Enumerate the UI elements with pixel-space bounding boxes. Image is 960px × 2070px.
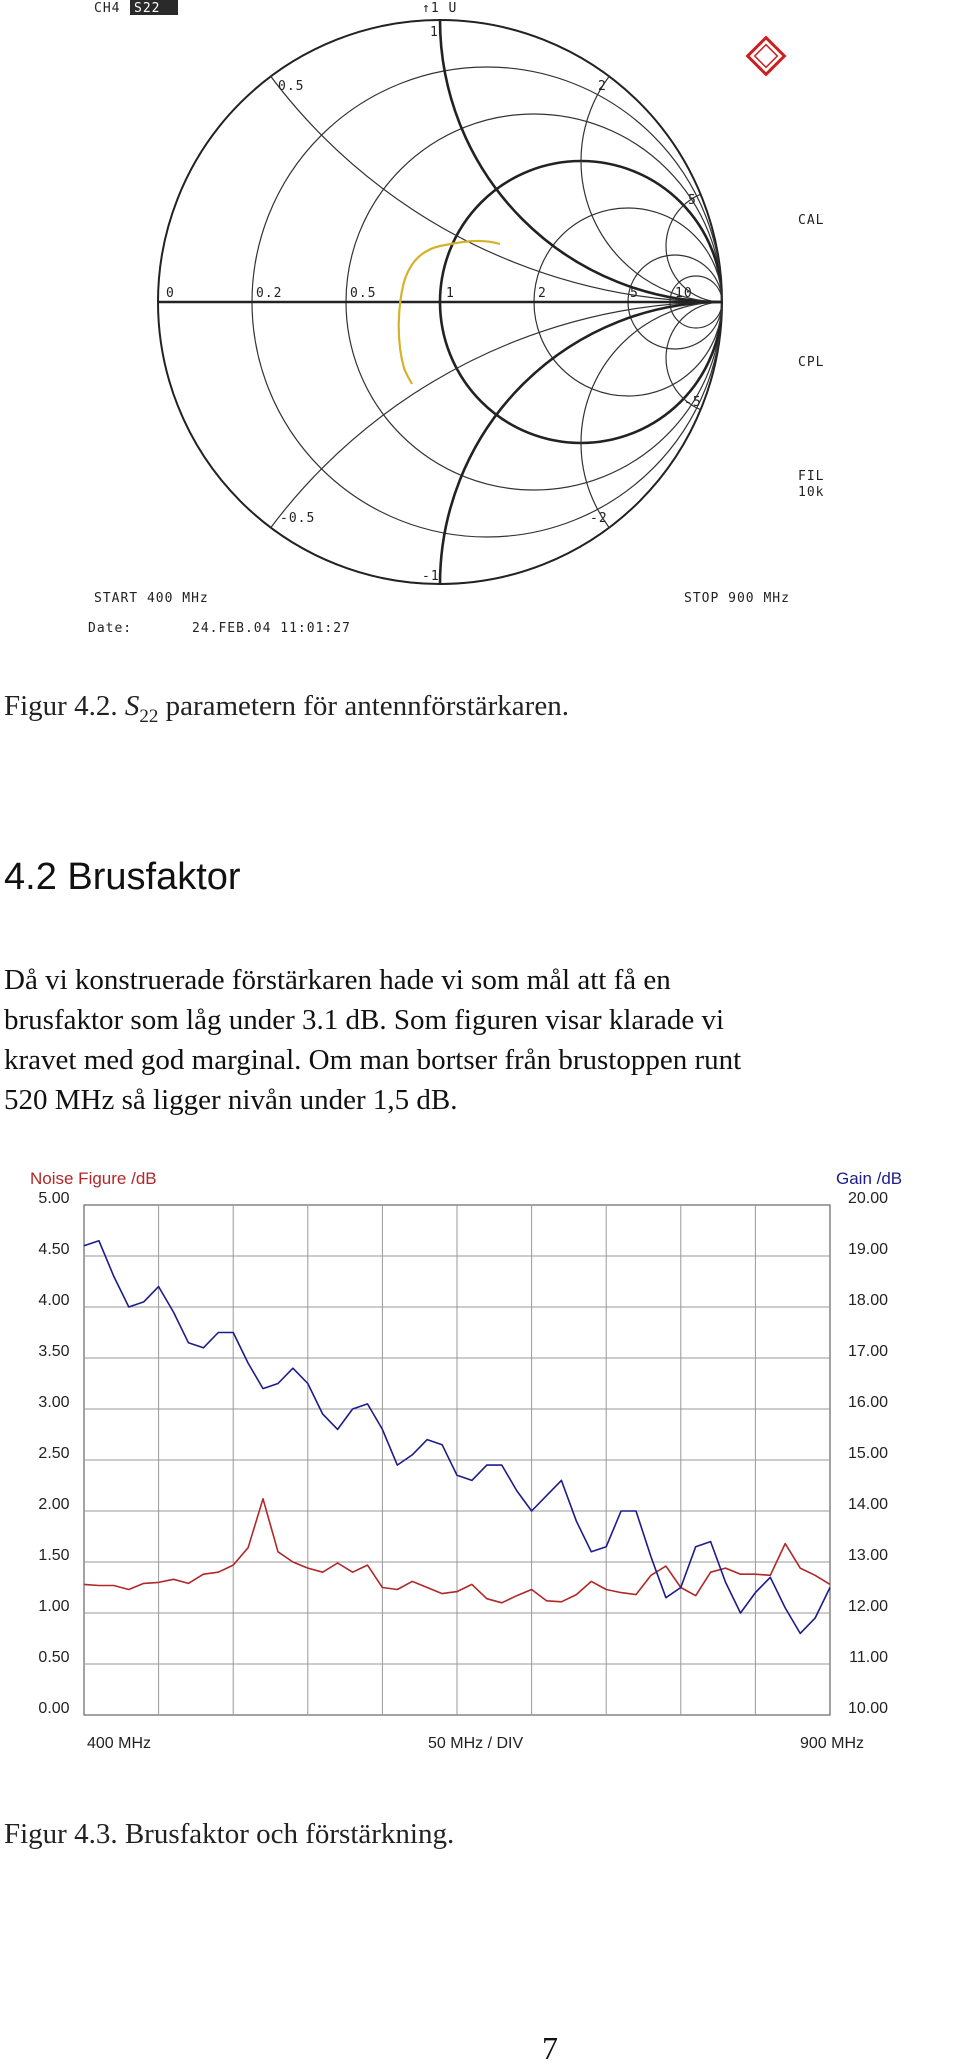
left-tick-label: 0.50 bbox=[38, 1649, 70, 1666]
imag-label-5: 5 bbox=[688, 193, 697, 208]
right-tick-label: 16.00 bbox=[847, 1394, 888, 1411]
fil-label: FIL bbox=[798, 469, 825, 484]
x-label-start: 400 MHz bbox=[87, 1735, 152, 1752]
imag-label-neg1: -1 bbox=[422, 569, 440, 584]
imag-label-neg2: -2 bbox=[590, 511, 608, 526]
figure-4-2-caption bbox=[4, 690, 569, 728]
channel-label: CH4 bbox=[94, 1, 121, 16]
right-tick-label: 14.00 bbox=[847, 1496, 888, 1513]
smith-chart bbox=[0, 0, 960, 650]
real-label-0.2: 0.2 bbox=[256, 286, 283, 301]
noise-gain-chart bbox=[0, 1150, 960, 1760]
x-label-end: 900 MHz bbox=[800, 1735, 865, 1752]
paragraph-line: 520 MHz så ligger nivån under 1,5 dB. bbox=[4, 1084, 458, 1116]
right-tick-label: 10.00 bbox=[847, 1700, 888, 1717]
right-tick-label: 11.00 bbox=[849, 1649, 888, 1666]
caption-rest: parametern för antennförstärkaren. bbox=[158, 690, 569, 722]
real-label-0.5: 0.5 bbox=[350, 286, 377, 301]
figure-4-3-caption: Figur 4.3. Brusfaktor och förstärkning. bbox=[4, 1818, 455, 1850]
left-tick-label: 5.00 bbox=[38, 1190, 70, 1207]
paragraph-line: Då vi konstruerade förstärkaren hade vi som mål att få en bbox=[4, 964, 671, 996]
right-tick-label: 18.00 bbox=[847, 1292, 888, 1309]
real-label-5: 5 bbox=[630, 286, 639, 301]
right-axis-title: Gain /dB bbox=[836, 1169, 903, 1188]
left-tick-label: 4.00 bbox=[38, 1292, 70, 1309]
real-label-0: 0 bbox=[166, 286, 175, 301]
caption-symbol: S bbox=[124, 690, 140, 722]
paragraph-line: brusfaktor som låg under 3.1 dB. Som figuren visar klarade vi bbox=[4, 1004, 725, 1036]
imag-label-0.5: 0.5 bbox=[278, 79, 305, 94]
reactance-arc-neg2 bbox=[581, 302, 863, 584]
section-paragraph bbox=[4, 960, 960, 1120]
chart-grid bbox=[84, 1205, 830, 1715]
caption-subscript: 22 bbox=[139, 705, 159, 727]
cal-label: CAL bbox=[798, 213, 825, 228]
left-tick-label: 1.00 bbox=[38, 1598, 70, 1615]
left-tick-label: 0.00 bbox=[38, 1700, 70, 1717]
right-tick-label: 20.00 bbox=[847, 1190, 888, 1207]
left-axis-title: Noise Figure /dB bbox=[30, 1169, 157, 1188]
imag-label-1: 1 bbox=[430, 25, 439, 40]
caption-prefix: Figur 4.2. bbox=[4, 690, 125, 722]
s22-trace bbox=[399, 241, 500, 384]
sparam-label: S22 bbox=[134, 1, 161, 16]
chart-ticks bbox=[38, 1190, 888, 1717]
imag-label-neg5: -5 bbox=[684, 395, 702, 410]
date-label: Date: bbox=[88, 621, 133, 636]
right-tick-label: 17.00 bbox=[847, 1343, 888, 1360]
imag-label-neg0.5: -0.5 bbox=[280, 511, 316, 526]
x-label-center: 50 MHz / DIV bbox=[428, 1735, 524, 1752]
stop-label: STOP 900 MHz bbox=[684, 591, 790, 606]
real-label-2: 2 bbox=[538, 286, 547, 301]
top-marker-label: ↑1 U bbox=[422, 1, 458, 16]
imag-label-2: 2 bbox=[598, 79, 607, 94]
start-label: START 400 MHz bbox=[94, 591, 209, 606]
right-tick-label: 15.00 bbox=[847, 1445, 888, 1462]
rs-logo-icon bbox=[748, 38, 785, 75]
paragraph-line: kravet med god marginal. Om man bortser från brustoppen runt bbox=[4, 1044, 742, 1076]
right-tick-label: 12.00 bbox=[847, 1598, 888, 1615]
left-tick-label: 4.50 bbox=[38, 1241, 70, 1258]
right-tick-label: 13.00 bbox=[847, 1547, 888, 1564]
left-tick-label: 3.50 bbox=[38, 1343, 70, 1360]
reactance-arc-1 bbox=[440, 0, 960, 302]
real-label-1: 1 bbox=[446, 286, 455, 301]
page-number: 7 bbox=[542, 2030, 558, 2066]
left-tick-label: 2.50 bbox=[38, 1445, 70, 1462]
section-heading: 4.2 Brusfaktor bbox=[4, 856, 241, 898]
left-tick-label: 2.00 bbox=[38, 1496, 70, 1513]
cpl-label: CPL bbox=[798, 355, 825, 370]
date-value: 24.FEB.04 11:01:27 bbox=[192, 621, 351, 636]
left-tick-label: 3.00 bbox=[38, 1394, 70, 1411]
reactance-arc-2 bbox=[581, 20, 863, 302]
real-label-10: 10 bbox=[675, 286, 693, 301]
right-tick-label: 19.00 bbox=[847, 1241, 888, 1258]
left-tick-label: 1.50 bbox=[38, 1547, 70, 1564]
fil-sub-label: 10k bbox=[798, 485, 825, 500]
